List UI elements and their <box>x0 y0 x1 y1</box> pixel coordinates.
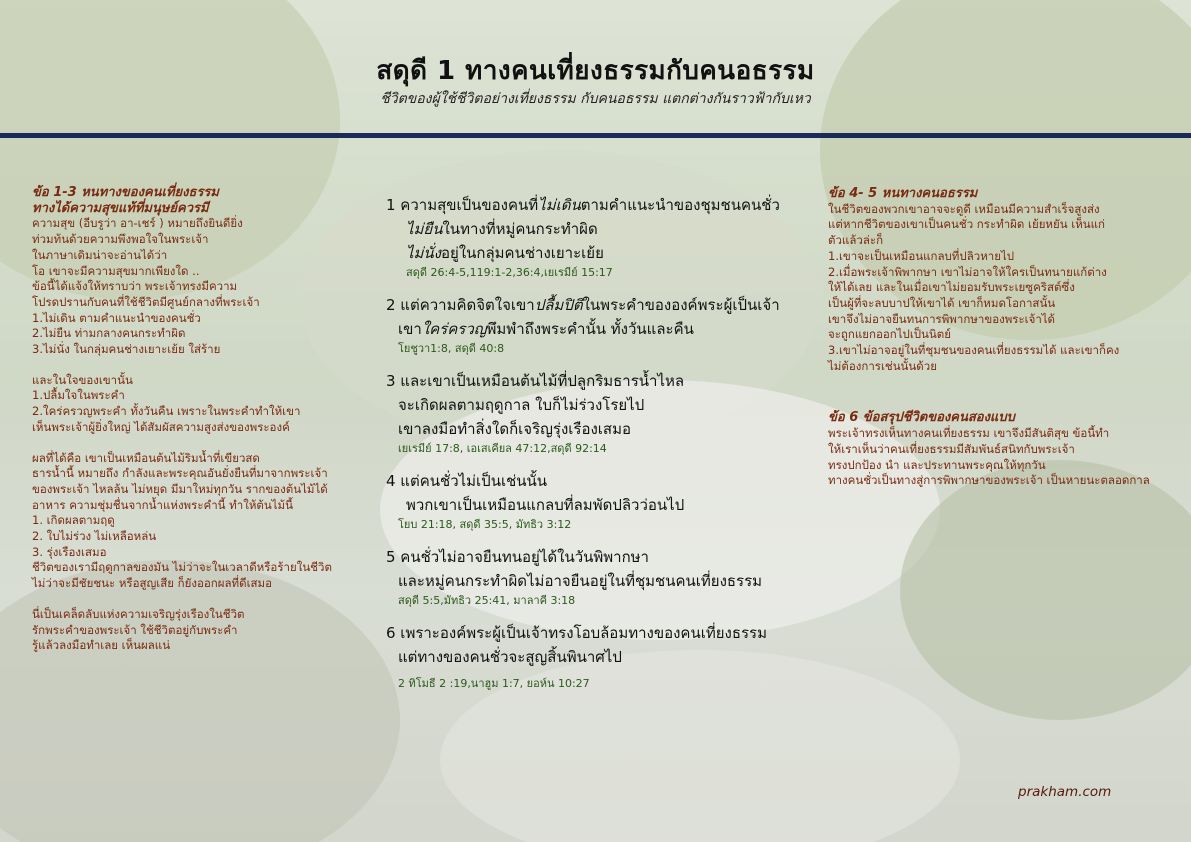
commentary-line: ไม่ว่าจะมีชัยชนะ หรือสูญเสีย ก็ยังออกผลที่ดีเสมอ <box>32 576 273 591</box>
verse-text: แต่ทางของคนชั่วจะสูญสิ้นพินาศไป <box>398 648 622 666</box>
verse-text: เขา <box>398 320 422 338</box>
verse-text: ในทางที่หมู่คนกระทำผิด <box>442 220 598 238</box>
verse-line <box>386 417 806 441</box>
verse-text: 3 และเขาเป็นเหมือนต้นไม้ที่ปลูกริมธารน้ำไหล <box>386 372 685 390</box>
verse-text: ในพระคำขององค์พระผู้เป็นเจ้า <box>582 296 780 314</box>
verse-line <box>386 193 806 217</box>
commentary-line: ทรงปกป้อง นำ และประทานพระคุณให้ทุกวัน <box>828 457 1046 472</box>
verse-2 <box>386 293 806 355</box>
commentary-line: 1. เกิดผลตามฤดู <box>32 513 115 528</box>
section-heading: ข้อ 4- 5 หนทางคนอธรรม <box>828 186 978 201</box>
commentary-line: เขาจึงไม่อาจยืนทนการพิพากษาของพระเจ้าได้ <box>828 311 1056 326</box>
commentary-line: นี่เป็นเคล็ดลับแห่งความเจริญรุ่งเรืองในชีวิต <box>32 606 245 621</box>
verse-emphasis: ไม่ยืน <box>406 220 443 238</box>
verse-text: 2 แต่ความคิดจิตใจเขา <box>386 296 535 314</box>
verse-line <box>386 469 806 493</box>
verse-3 <box>386 369 806 455</box>
commentary-line: ธารน้ำนี้ หมายถึง กำลังและพระคุณอันยั่งยืนที่มาจากพระเจ้า <box>32 466 328 481</box>
commentary-line: รักพระคำของพระเจ้า ใช้ชีวิตอยู่กับพระคำ <box>32 622 238 637</box>
commentary-line: พระเจ้าทรงเห็นทางคนเที่ยงธรรม เขาจึงมีสันติสุข ข้อนี้ทำ <box>828 426 1110 441</box>
commentary-line: โอ เขาจะมีความสุขมากเพียงใด .. <box>32 263 200 278</box>
commentary-line: ผลที่ได้คือ เขาเป็นเหมือนต้นไม้ริมน้ำที่เขียวสด <box>32 450 260 465</box>
verse-line <box>386 317 806 341</box>
psalm-text <box>386 193 806 704</box>
spacer <box>32 592 362 607</box>
verse-text: พึมพำถึงพระคำนั้น ทั้งวันและคืน <box>486 320 694 338</box>
commentary-line: ท่วมท้นด้วยความพึงพอใจในพระเจ้า <box>32 232 209 247</box>
spacer <box>32 358 362 373</box>
commentary-line: 2. ใบไม่ร่วง ไม่เหลือหล่น <box>32 529 157 544</box>
commentary-line: รู้แล้วลงมือทำเลย เห็นผลแน่ <box>32 638 171 653</box>
cross-reference: โยบ 21:18, สดุดี 35:5, มัทธิว 3:12 <box>398 518 572 531</box>
commentary-line: เป็นผู้ที่จะลบบาปให้เขาได้ เขาก็หมดโอกาสนั้น <box>828 295 1056 310</box>
commentary-line: 1.ไม่เดิน ตามคำแนะนำของคนชั่ว <box>32 310 201 325</box>
verse-line <box>386 393 806 417</box>
site-url: prakham.com <box>1018 784 1112 800</box>
verse-text: 5 คนชั่วไม่อาจยืนทนอยู่ได้ในวันพิพากษา <box>386 548 649 566</box>
verse-text: และหมู่คนกระทำผิดไม่อาจยืนอยู่ในที่ชุมชนคนเที่ยงธรรม <box>398 572 763 590</box>
commentary-line: ของพระเจ้า ไหลล้น ไม่หยุด มีมาใหม่ทุกวัน รากของต้นไม้ได้ <box>32 481 328 496</box>
verse-text: ตามคำแนะนำของชุมชนคนชั่ว <box>580 196 780 214</box>
spacer <box>828 374 1173 410</box>
commentary-line: 2.ไม่ยืน ท่ามกลางคนกระทำผิด <box>32 326 186 341</box>
commentary-line: จะถูกแยกออกไปเป็นนิตย์ <box>828 327 951 342</box>
verse-1 <box>386 193 806 279</box>
cross-reference: สดุดี 5:5,มัทธิว 25:41, มาลาคี 3:18 <box>398 594 576 607</box>
verse-emphasis: ไม่นั่ง <box>406 244 442 262</box>
page-title: สดุดี 1 ทางคนเที่ยงธรรมกับคนอธรรม <box>376 56 815 86</box>
right-commentary <box>828 186 1173 489</box>
commentary-line: ชีวิตของเรามีฤดูกาลของมัน ไม่ว่าจะในเวลาดีหรือร้ายในชีวิต <box>32 560 332 575</box>
section-heading: ข้อ 1-3 หนทางของคนเที่ยงธรรม <box>32 185 219 200</box>
verse-text: อยู่ในกลุ่มคนช่างเยาะเย้ย <box>441 244 604 262</box>
verse-6 <box>386 621 806 690</box>
commentary-line: 3.ไม่นั่ง ในกลุ่มคนช่างเยาะเย้ย ใส่ร้าย <box>32 342 221 357</box>
verse-line <box>386 645 806 669</box>
verse-emphasis: ใคร่ครวญ <box>421 320 487 338</box>
commentary-line: 3. รุ่งเรืองเสมอ <box>32 544 107 559</box>
verse-line <box>386 545 806 569</box>
verse-emphasis: ปลื้มปิติ <box>534 296 583 314</box>
verse-text: พวกเขาเป็นเหมือนแกลบที่ลมพัดปลิวว่อนไป <box>406 496 685 514</box>
cross-reference: 2 ทิโมธี 2 :19,นาฮูม 1:7, ยอห์น 10:27 <box>398 677 590 690</box>
verse-line <box>386 369 806 393</box>
commentary-line: เห็นพระเจ้าผู้ยิ่งใหญ่ ได้สัมผัสความสูงส่งของพระองค์ <box>32 419 290 434</box>
commentary-line: 2.ใคร่ครวญพระคำ ทั้งวันคืน เพราะในพระคำทำให้เขา <box>32 404 301 419</box>
verse-text: 6 เพราะองค์พระผู้เป็นเจ้าทรงโอบล้อมทางของคนเที่ยงธรรม <box>386 624 767 642</box>
verse-4 <box>386 469 806 531</box>
verse-emphasis: ไม่เดิน <box>538 196 581 214</box>
spacer <box>32 436 362 451</box>
commentary-line: ความสุข (อีบรูว่า อา-เชร์ ) หมายถึงยินดียิ่ง <box>32 216 243 231</box>
commentary-line: ในภาษาเดิมน่าจะอ่านได้ว่า <box>32 247 168 262</box>
commentary-line: 1.เขาจะเป็นเหมือนแกลบที่ปลิวหายไป <box>828 248 1015 263</box>
header-divider <box>0 133 1191 138</box>
commentary-line: และในใจของเขานั้น <box>32 372 133 387</box>
commentary-line: ตัวแล้วล่ะก็ <box>828 233 884 248</box>
cross-reference: เยเรมีย์ 17:8, เอเสเคียล 47:12,สดุดี 92:14 <box>398 442 607 455</box>
section-subheading: ทางได้ความสุขแท้ที่มนุษย์ควรมี <box>32 200 209 216</box>
verse-line <box>386 569 806 593</box>
verse-text: 1 ความสุขเป็นของคนที่ <box>386 196 539 214</box>
commentary-line: ไม่ต้องการเช่นนั้นด้วย <box>828 358 937 373</box>
commentary-line: อาหาร ความชุ่มชื่นจากน้ำแห่งพระคำนี้ ทำให้ต้นไม้นี้ <box>32 497 293 512</box>
commentary-line: ให้ได้เลย และในเมื่อเขาไม่ยอมรับพระเยซูคริสต์ซึ่ง <box>828 280 1075 295</box>
commentary-line: แต่หากชีวิตของเขาเป็นคนชั่ว กระทำผิด เย้ยหยัน เห็นแก่ <box>828 217 1106 232</box>
left-commentary <box>32 185 362 654</box>
verse-line <box>386 621 806 645</box>
verse-text: 4 แต่คนชั่วไม่เป็นเช่นนั้น <box>386 472 548 490</box>
commentary-line: ให้เราเห็นว่าคนเที่ยงธรรมมีสัมพันธ์สนิทกับพระเจ้า <box>828 441 1075 456</box>
page-subtitle: ชีวิตของผู้ใช้ชีวิตอย่างเที่ยงธรรม กับคนอธรรม แตกต่างกันราวฟ้ากับเหว <box>380 91 811 107</box>
verse-line <box>386 293 806 317</box>
cross-reference: สดุดี 26:4-5,119:1-2,36:4,เยเรมีย์ 15:17 <box>406 266 613 279</box>
commentary-line: โปรดปรานกับคนที่ใช้ชีวิตมีศูนย์กลางที่พระเจ้า <box>32 294 260 309</box>
verse-text: จะเกิดผลตามฤดูกาล ใบก็ไม่ร่วงโรยไป <box>398 396 645 414</box>
verse-line <box>386 217 806 241</box>
commentary-line: ข้อนี้ได้แจ้งให้ทราบว่า พระเจ้าทรงมีความ <box>32 279 238 294</box>
cross-reference: โยชูวา1:8, สดุดี 40:8 <box>398 342 505 355</box>
commentary-line: 1.ปลื้มใจในพระคำ <box>32 388 125 403</box>
verse-line <box>386 493 806 517</box>
verse-text: เขาลงมือทำสิ่งใดก็เจริญรุ่งเรืองเสมอ <box>398 420 631 438</box>
commentary-line: ทางคนชั่วเป็นทางสู่การพิพากษาของพระเจ้า เป็นหายนะตลอดกาล <box>828 473 1150 488</box>
commentary-line: 2.เมื่อพระเจ้าพิพากษา เขาไม่อาจให้ใครเป็นทนายแก้ต่าง <box>828 264 1107 279</box>
verse-line <box>386 241 806 265</box>
commentary-line: ในชีวิตของพวกเขาอาจจะดูดี เหมือนมีความสำเร็จสูงส่ง <box>828 201 1100 216</box>
verse-5 <box>386 545 806 607</box>
commentary-line: 3.เขาไม่อาจอยู่ในที่ชุมชนของคนเที่ยงธรรมได้ และเขาก็คง <box>828 343 1120 358</box>
section-heading: ข้อ 6 ข้อสรุปชีวิตของคนสองแบบ <box>828 410 1015 426</box>
